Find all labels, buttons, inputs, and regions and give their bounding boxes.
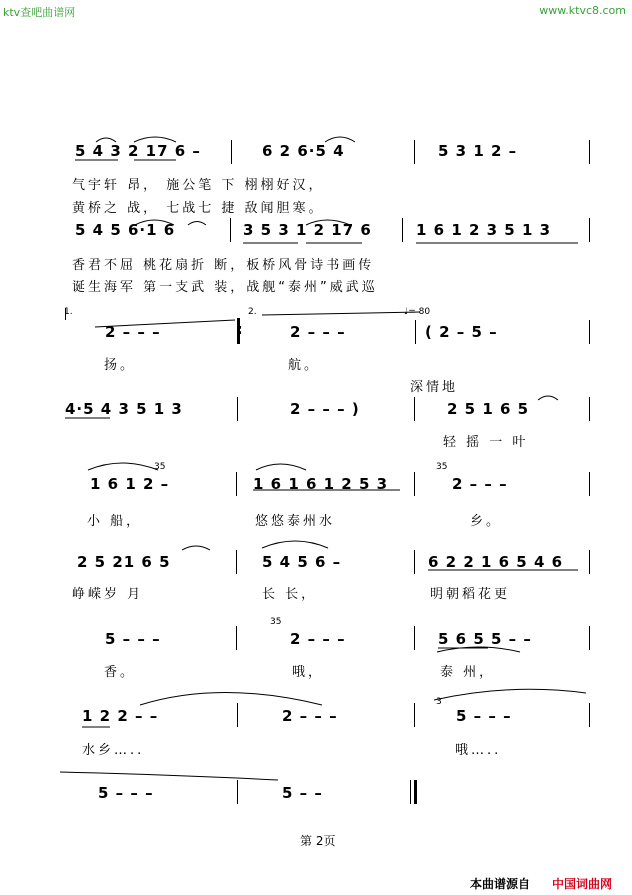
notation-measure: 1 6 1 2 3 5 1 3 (416, 221, 552, 239)
lyric-line: 气宇轩 昂， 施公笔 下 栩栩好汉， (72, 178, 325, 193)
notation-measure: ( 2 – 5 – (425, 323, 498, 341)
notation-measure: 2 5 21 6 5 (77, 553, 171, 571)
notation-measure: 2 – – – (290, 630, 346, 648)
barline (414, 397, 415, 421)
grace-note: 35 (270, 617, 282, 627)
notation-measure: 5 – – – (98, 784, 154, 802)
barline (237, 780, 238, 804)
lyric-line: 悠悠泰州水 (255, 514, 336, 529)
notation-measure: 2 – – – (452, 475, 508, 493)
grace-note: 35 (154, 462, 166, 472)
watermark-left: ktv查吧曲谱网 (3, 6, 76, 19)
page-number: 第 2页 (300, 834, 336, 848)
barline (589, 703, 590, 727)
notation-measure: 2 5 1 6 5 (447, 400, 530, 418)
lyric-line: 香。 (104, 665, 137, 680)
barline (415, 320, 416, 344)
notation-measure: 5 6 5 5 – – (438, 630, 532, 648)
barline (402, 218, 403, 242)
notation-measure: 1 6 1 6 1 2 5 3 (253, 475, 389, 493)
notation-measure: 5 – – – (105, 630, 161, 648)
lyric-line: 航。 (288, 358, 321, 373)
barline (589, 626, 590, 650)
notation-measure: 1 6 1 2 – (90, 475, 170, 493)
barline (237, 703, 238, 727)
lyric-line: 诞生海军 第一支武 装，战舰“泰州”威武巡 (72, 280, 378, 295)
volta-first: 1. (64, 307, 73, 317)
barline (589, 550, 590, 574)
notation-measure: 2 – – – (105, 323, 161, 341)
barline (589, 397, 590, 421)
notation-measure: 1 2 2 – – (82, 707, 159, 725)
watermark-right: www.ktvc8.com (539, 4, 626, 17)
barline (589, 320, 590, 344)
barline (236, 550, 237, 574)
lyric-line: 香君不屈 桃花扇折 断，板桥风骨诗书画传 (72, 258, 375, 273)
barline (237, 397, 238, 421)
notation-measure: 5 4 5 6 – (262, 553, 342, 571)
lyric-line: 泰 州， (440, 665, 496, 680)
notation-measure: 6 2 2 1 6 5 4 6 (428, 553, 564, 571)
lyric-line: 水乡….. (82, 743, 145, 758)
source-site-link[interactable]: 中国词曲网 (552, 877, 613, 891)
lyric-line: 明朝稻花更 (430, 587, 511, 602)
tempo-mark: ♩= 80 (404, 307, 431, 317)
notation-measure: 3 5 3 1 2 17 6 (243, 221, 372, 239)
grace-note: 35 (436, 462, 448, 472)
barline (414, 140, 415, 164)
notation-measure: 2 – – – (282, 707, 338, 725)
lyric-line: 扬。 (104, 358, 137, 373)
lyric-line: 哦， (292, 665, 325, 680)
barline (236, 626, 237, 650)
barline (414, 703, 415, 727)
notation-measure: 2 – – – ) (290, 400, 360, 418)
notation-measure: 5 4 5 6·1 6 (75, 221, 176, 239)
notation-measure: 5 3 1 2 – (438, 142, 518, 160)
notation-measure: 5 – – (282, 784, 323, 802)
notation-measure: 4·5 4 3 5 1 3 (65, 400, 183, 418)
barline (589, 218, 590, 242)
expression-mark: 深情地 (410, 380, 459, 395)
barline (589, 472, 590, 496)
lyric-line: 长 长， (262, 587, 318, 602)
volta-second: 2. (248, 307, 257, 317)
barline (414, 472, 415, 496)
barline (414, 626, 415, 650)
lyric-line: 哦….. (455, 743, 502, 758)
final-barline-thick (414, 780, 417, 804)
lyric-line: 峥嵘岁 月 (72, 587, 144, 602)
grace-note: 3 (436, 697, 442, 707)
notation-measure: 2 – – – (290, 323, 346, 341)
barline (589, 140, 590, 164)
barline (414, 550, 415, 574)
lyric-line: 黄桥之 战， 七战七 捷 敌闻胆寒。 (72, 201, 325, 216)
barline (230, 218, 231, 242)
notation-measure: 5 4 3 2 17 6 – (75, 142, 201, 160)
repeat-dots: : (237, 322, 243, 338)
source-label: 本曲谱源自 (470, 877, 531, 891)
lyric-line: 轻 摇 一 叶 (443, 435, 529, 450)
notation-measure: 6 2 6·5 4 (262, 142, 345, 160)
notation-measure: 5 – – – (456, 707, 512, 725)
lyric-line: 小 船， (87, 514, 143, 529)
final-barline (410, 780, 411, 804)
lyric-line: 乡。 (470, 514, 503, 529)
barline (236, 472, 237, 496)
barline (231, 140, 232, 164)
